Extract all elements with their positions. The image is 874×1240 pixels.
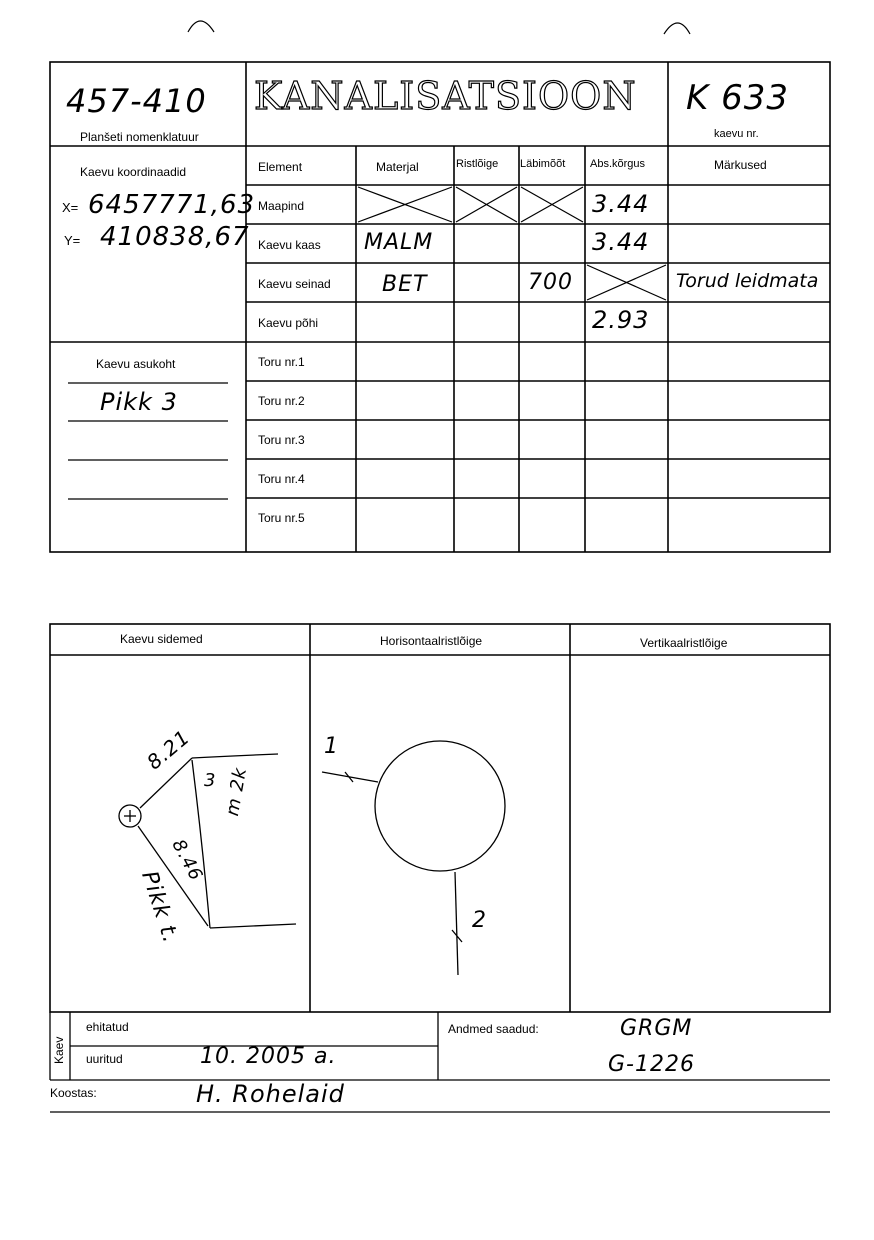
footer-side-label: Kaev	[52, 1036, 66, 1064]
footer-grid	[50, 1012, 830, 1112]
data-source-value-1: GRGM	[620, 1016, 693, 1041]
cell-material: BET	[382, 272, 428, 297]
row-label: Toru nr.2	[258, 394, 305, 408]
cell-remarks: Torud leidmata	[676, 270, 819, 292]
well-number-label: kaevu nr.	[714, 128, 759, 140]
surveyed-value: 10. 2005 a.	[200, 1044, 337, 1069]
vertical-section-header: Vertikaalristlõige	[640, 636, 728, 650]
pipe-number-2: 2	[472, 908, 487, 933]
col-header-elevation: Abs.kõrgus	[590, 158, 646, 170]
nomenclature-value: 457-410	[66, 82, 207, 120]
coord-y-value: 410838,67	[100, 222, 250, 252]
col-header-material: Materjal	[376, 160, 419, 174]
row-label: Toru nr.5	[258, 511, 305, 525]
data-source-value-2: G-1226	[608, 1052, 695, 1077]
compiled-label: Koostas:	[50, 1086, 97, 1100]
pipe-number-1: 1	[324, 734, 339, 759]
ties-header: Kaevu sidemed	[120, 632, 203, 646]
col-header-cross-section: Ristlõige	[456, 158, 499, 170]
compiled-value: H. Rohelaid	[196, 1080, 345, 1108]
tie-distance-1: 8.21	[142, 724, 195, 775]
punch-hole-right	[664, 23, 690, 34]
location-label: Kaevu asukoht	[96, 357, 176, 371]
row-label: Kaevu seinad	[258, 277, 331, 291]
built-label: ehitatud	[86, 1020, 129, 1034]
surveyed-label: uuritud	[86, 1052, 123, 1066]
coord-y-label: Y=	[64, 233, 81, 248]
col-header-diameter: Läbimõõt	[520, 158, 566, 170]
tie-distance-2: 8.46	[167, 836, 207, 885]
cell-abs-elevation: 3.44	[592, 228, 650, 256]
row-label: Kaevu põhi	[258, 316, 319, 330]
page-title: KANALISATSIOON	[254, 74, 637, 118]
row-label: Toru nr.3	[258, 433, 305, 447]
col-header-remarks: Märkused	[714, 158, 767, 172]
cell-abs-elevation: 3.44	[592, 190, 650, 218]
building-mark: m 2k	[222, 765, 252, 818]
row-label: Kaevu kaas	[258, 238, 321, 252]
punch-hole-left	[188, 21, 214, 32]
nomenclature-label: Planšeti nomenklatuur	[80, 130, 199, 144]
row-label: Toru nr.4	[258, 472, 305, 486]
sketch-grid	[50, 624, 830, 1012]
cell-diameter: 700	[528, 270, 573, 295]
building-number: 3	[204, 770, 217, 791]
horizontal-section-header: Horisontaalristlõige	[380, 634, 483, 648]
coord-x-value: 6457771,63	[88, 190, 256, 220]
coord-x-label: X=	[62, 200, 79, 215]
data-source-label: Andmed saadud:	[448, 1022, 539, 1036]
row-label: Maapind	[258, 199, 305, 213]
well-circle	[375, 741, 505, 871]
street-name: Pikk t.	[136, 868, 184, 947]
row-label: Toru nr.1	[258, 355, 305, 369]
horizontal-section-sketch	[322, 741, 505, 975]
well-number-value: K 633	[686, 78, 789, 118]
cell-abs-elevation: 2.93	[592, 306, 650, 334]
location-value: Pikk 3	[100, 388, 178, 416]
coords-label: Kaevu koordinaadid	[80, 165, 187, 179]
cell-material: MALM	[364, 230, 434, 255]
col-header-element: Element	[258, 160, 303, 174]
